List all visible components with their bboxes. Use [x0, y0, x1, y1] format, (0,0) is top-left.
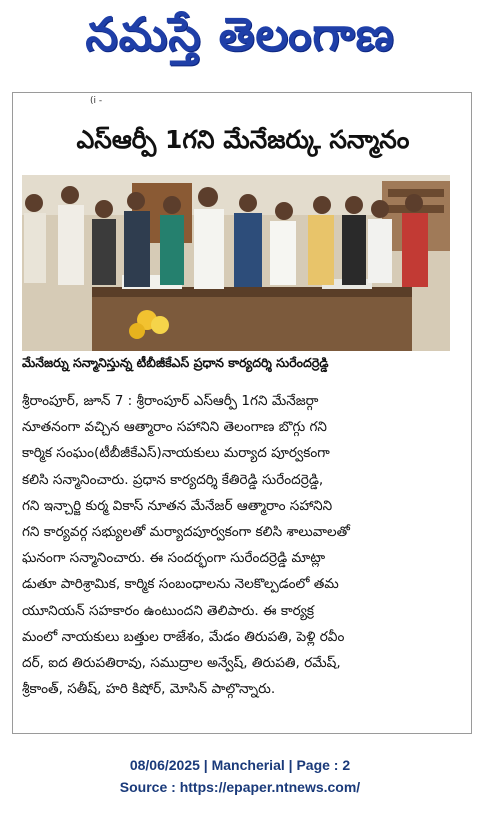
body-line: మంలో నాయకులు బత్తుల రాజేశం, మేడం తిరుపతి, పెళ్లి రవీం [22, 628, 345, 645]
source-label: Source : [119, 779, 180, 795]
body-line: కార్మిక సంఘం(టీబీజీకేఎస్)నాయకులు మర్యాద పూర్వకంగా [22, 445, 330, 462]
body-line: దర్, ఐద తిరుపతిరావు, సముద్రాల అన్వేష్, తిరుపతి, రమేష్, [22, 654, 341, 671]
body-line: గని ఇన్చార్జి కుర్మ వికాస్ నూతన మేనేజర్ ఆత్మారాం సహానిని [22, 497, 333, 514]
photo-caption-text: మేనేజర్ను సన్మానిస్తున్న టీబీజీకేఎస్ ప్రధాన కార్యదర్శి సురేందర్రెడ్డి [22, 354, 329, 370]
body-line: గని కార్యవర్గ సభ్యులతో మర్యాదపూర్వకంగా కలిసి శాలువాలతో [22, 523, 350, 540]
body-line: డుతూ పారిశ్రామిక, కార్మిక సంబంధాలను నెలకొల్పడంలో తమ [22, 576, 339, 593]
body-line: కలిసి సన్మానించారు. ప్రధాన కార్యదర్శి కేతిరెడ్డి సురేందర్రెడ్డి, [22, 471, 324, 488]
newspaper-title: నమస్తే తెలంగాణ [85, 7, 395, 61]
body-line: ఘనంగా సన్మానించారు. ఈ సందర్భంగా సురేందర్రెడ్డి మాట్లా [22, 550, 326, 567]
masthead [0, 0, 480, 80]
news-photo [22, 175, 450, 351]
body-line: యూనియన్ సహకారం ఉంటుందని తెలిపారు. ఈ కార్యక్ర [22, 602, 315, 619]
edition-line: 08/06/2025 | Mancherial | Page : 2 [129, 757, 351, 773]
source-link[interactable]: https://epaper.ntnews.com/ [179, 779, 361, 795]
photo-caption [22, 352, 450, 376]
kicker-text: (i - [90, 96, 103, 106]
body-line: శ్రీకాంత్, సతీష్, హరి కిషోర్, మోసిన్ పాల్గొన్నారు. [22, 681, 276, 698]
headline-text: ఎస్ఆర్పీ 1గని మేనేజర్కు సన్మానం [76, 125, 410, 154]
headline [20, 118, 466, 168]
source-line [0, 776, 480, 798]
photo-illustration [22, 175, 450, 351]
body-line: నూతనంగా వచ్చిన ఆత్మారాం సహానిని తెలంగాణ బొగ్గు గని [22, 419, 327, 436]
article-body [22, 388, 454, 702]
edition-info [0, 754, 480, 798]
body-line: శ్రీరాంపూర్, జూన్ 7 : శ్రీరాంపూర్ ఎస్ఆర్పీ 1గని మేనేజర్గా [22, 393, 319, 409]
